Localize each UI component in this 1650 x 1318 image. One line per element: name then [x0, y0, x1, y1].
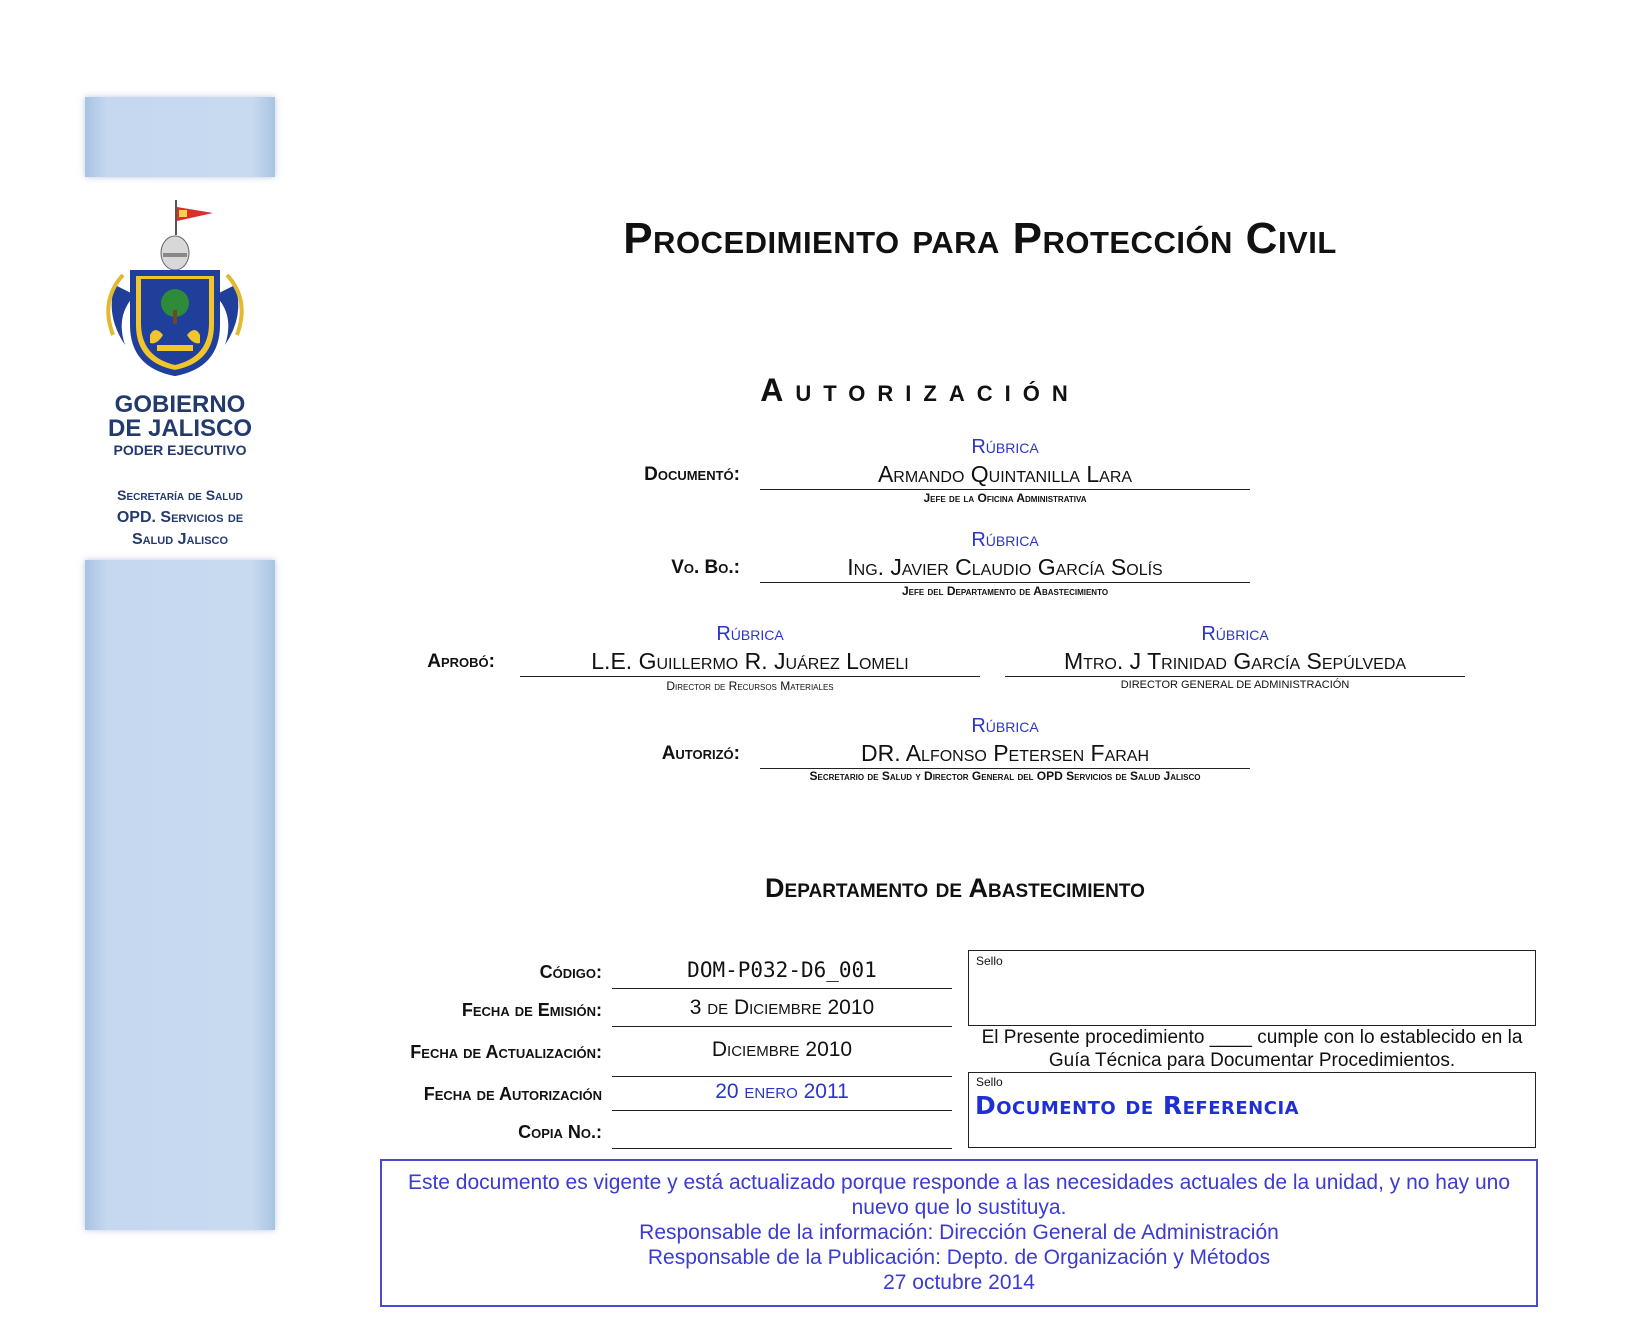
- gov-name-line3: PODER EJECUTIVO: [113, 442, 247, 458]
- secretaria-line1: Secretaría de Salud: [117, 487, 243, 503]
- documento-rubrica: Rúbrica: [971, 436, 1039, 458]
- notice-line2: nuevo que lo sustituya.: [851, 1196, 1067, 1219]
- secretaria-line3: Salud Jalisco: [131, 531, 229, 548]
- notice-line3: Responsable de la información: Dirección General de Administración: [639, 1221, 1279, 1244]
- authorization-heading: Autorización: [760, 372, 1080, 408]
- actualizacion-label: Fecha de Actualización:: [410, 1042, 602, 1062]
- vobo-name: Ing. Javier Claudio García Solís: [760, 554, 1250, 583]
- compliance-line2: Guía Técnica para Documentar Procedimientos.: [1048, 1050, 1456, 1071]
- autorizo-rubrica: Rúbrica: [971, 715, 1039, 737]
- documento-role: Jefe de la Oficina Administrativa: [923, 491, 1087, 505]
- notice-line4: Responsable de la Publicación: Depto. de Organización y Métodos: [647, 1246, 1271, 1269]
- autorizacion-date-value: 20 enero 2011: [612, 1080, 952, 1111]
- aprobo-left-rubrica: Rúbrica: [716, 623, 784, 645]
- autorizo-label: Autorizó:: [661, 743, 740, 764]
- aprobo-left-name: L.E. Guillermo R. Juárez Lomeli: [520, 648, 980, 677]
- autorizo-role: Secretario de Salud y Director General del OPD Servicios de Salud Jalisco: [809, 769, 1201, 783]
- vobo-label: Vo. Bo.:: [671, 557, 740, 578]
- document-title: Procedimiento para Protección Civil: [623, 214, 1337, 263]
- aprobo-right-rubrica: Rúbrica: [1201, 623, 1269, 645]
- documento-label: Documentó:: [644, 464, 740, 485]
- emision-label: Fecha de Emisión:: [461, 1000, 602, 1020]
- aprobo-left-role: Director de Recursos Materiales: [666, 679, 834, 693]
- secretaria-line2: OPD. Servicios de: [116, 509, 244, 526]
- aprobo-right-name: Mtro. J Trinidad García Sepúlveda: [1005, 648, 1465, 677]
- notice-line1: Este documento es vigente y está actualizado porque responde a las necesidades actuales de la unidad, y no hay uno: [407, 1171, 1511, 1194]
- gov-name-line1: GOBIERNO: [114, 391, 246, 418]
- validity-notice: [380, 1159, 1538, 1307]
- seal-box-bottom: [968, 1072, 1536, 1148]
- sidebar-band-bottom: [85, 560, 275, 1230]
- actualizacion-value: Diciembre 2010: [612, 1038, 952, 1077]
- notice-line5: 27 octubre 2014: [883, 1271, 1035, 1294]
- gov-name-line2: DE JALISCO: [107, 415, 253, 442]
- aprobo-label: Aprobó:: [427, 651, 495, 672]
- copia-value: [612, 1118, 952, 1149]
- autorizo-name: DR. Alfonso Petersen Farah: [760, 740, 1250, 769]
- jalisco-coat-of-arms-logo: [95, 195, 255, 385]
- compliance-statement: [968, 1026, 1536, 1072]
- documento-name: Armando Quintanilla Lara: [760, 461, 1250, 490]
- aprobo-right-role: DIRECTOR GENERAL DE ADMINISTRACIÓN: [1120, 679, 1350, 691]
- seal-box-top: [968, 950, 1536, 1026]
- reference-document-stamp: Documento de Referencia: [975, 1091, 1300, 1120]
- department-heading: Departamento de Abastecimiento: [765, 873, 1145, 903]
- codigo-label: Código:: [539, 962, 602, 982]
- sidebar-band-top: [85, 97, 275, 177]
- autorizacion-date-label: Fecha de Autorización: [423, 1084, 602, 1104]
- seal-label-bottom: Sello: [976, 1075, 1003, 1089]
- compliance-line1: El Presente procedimiento ____ cumple con lo establecido en la: [981, 1027, 1523, 1048]
- codigo-value: DOM-P032-D6_001: [612, 958, 952, 989]
- emision-value: 3 de Diciembre 2010: [612, 996, 952, 1027]
- vobo-rubrica: Rúbrica: [971, 529, 1039, 551]
- seal-label-top: Sello: [976, 954, 1003, 968]
- vobo-role: Jefe del Departamento de Abastecimiento: [901, 584, 1109, 598]
- copia-label: Copia No.:: [518, 1122, 602, 1142]
